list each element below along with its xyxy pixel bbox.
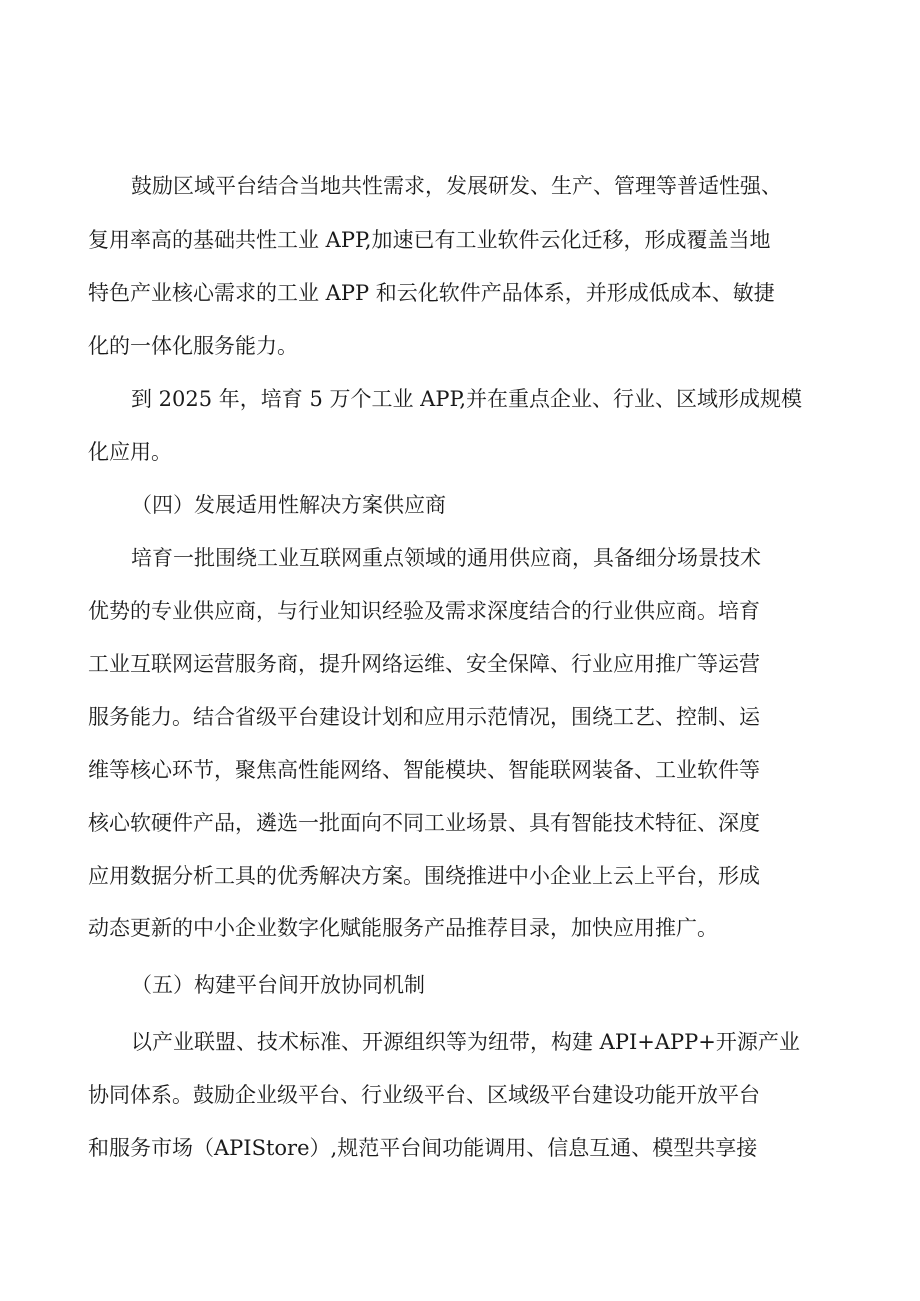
paragraph-4-line-2: 协同体系。鼓励企业级平台、行业级平台、区域级平台建设功能开放平台 <box>88 1083 760 1107</box>
paragraph-3-line-1: 培育一批围绕工业互联网重点领域的通用供应商，具备细分场景技术 <box>131 546 761 570</box>
paragraph-3-line-3: 工业互联网运营服务商，提升网络运维、安全保障、行业应用推广等运营 <box>88 652 760 676</box>
paragraph-1-line-1: 鼓励区域平台结合当地共性需求，发展研发、生产、管理等普适性强、 <box>131 174 782 198</box>
paragraph-2-line-1: 到 2025 年，培育 5 万个工业 APP,并在重点企业、行业、区域形成规模 <box>131 387 803 411</box>
paragraph-3-line-5: 维等核心环节，聚焦高性能网络、智能模块、智能联网装备、工业软件等 <box>88 758 760 782</box>
paragraph-3-line-8: 动态更新的中小企业数字化赋能服务产品推荐目录，加快应用推广。 <box>88 916 718 940</box>
paragraph-1-line-4: 化的一体化服务能力。 <box>88 334 298 358</box>
paragraph-3-line-7: 应用数据分析工具的优秀解决方案。围绕推进中小企业上云上平台，形成 <box>88 864 760 888</box>
paragraph-3-line-6: 核心软硬件产品，遴选一批面向不同工业场景、具有智能技术特征、深度 <box>88 811 760 835</box>
section-4-heading: （四）发展适用性解决方案供应商 <box>131 493 446 517</box>
paragraph-4-line-3: 和服务市场（APIStore）,规范平台间功能调用、信息互通、模型共享接 <box>88 1136 758 1160</box>
paragraph-1-line-2: 复用率高的基础共性工业 APP,加速已有工业软件云化迁移，形成覆盖当地 <box>88 228 771 252</box>
section-5-heading: （五）构建平台间开放协同机制 <box>131 973 425 997</box>
paragraph-4-line-1: 以产业联盟、技术标准、开源组织等为纽带，构建 API+APP+开源产业 <box>131 1030 800 1054</box>
paragraph-2-line-2: 化应用。 <box>88 440 172 464</box>
paragraph-3-line-4: 服务能力。结合省级平台建设计划和应用示范情况，围绕工艺、控制、运 <box>88 705 760 729</box>
paragraph-3-line-2: 优势的专业供应商，与行业知识经验及需求深度结合的行业供应商。培育 <box>88 599 760 623</box>
paragraph-1-line-3: 特色产业核心需求的工业 APP 和云化软件产品体系，并形成低成本、敏捷 <box>88 281 775 305</box>
